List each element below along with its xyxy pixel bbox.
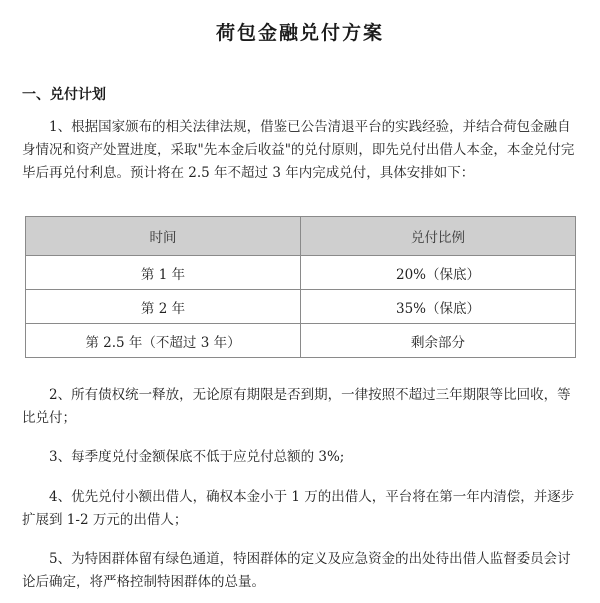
paragraph-2: 2、所有债权统一释放，无论原有期限是否到期，一律按照不超过三年期限等比回收，等比兑付； [22, 387, 571, 426]
table-cell-ratio: 剩余部分 [301, 324, 576, 358]
table-cell-ratio: 35%（保底） [301, 290, 576, 324]
section-heading: 一、兑付计划 [22, 87, 106, 103]
table-cell-time: 第 1 年 [26, 256, 301, 290]
paragraph-5: 5、为特困群体留有绿色通道，特困群体的定义及应急资金的出处待出借人监督委员会讨论后确定，将严格控制特困群体的总量。 [22, 551, 571, 590]
paragraph-4: 4、优先兑付小额出借人，确权本金小于 1 万的出借人，平台将在第一年内清偿，并逐步扩展到 1-2 万元的出借人； [22, 489, 575, 528]
payment-schedule-table [25, 216, 576, 358]
table-cell-ratio: 20%（保底） [301, 256, 576, 290]
table-row [26, 256, 576, 290]
table-header-ratio: 兑付比例 [301, 217, 576, 256]
table-header-time: 时间 [26, 217, 301, 256]
table-header-row [26, 217, 576, 256]
document-title: 荷包金融兑付方案 [215, 22, 384, 44]
table-row [26, 290, 576, 324]
table-row [26, 324, 576, 358]
table-cell-time: 第 2.5 年（不超过 3 年） [26, 324, 301, 358]
paragraph-3: 3、每季度兑付金额保底不低于应兑付总额的 3%; [49, 449, 345, 465]
paragraph-1: 1、根据国家颁布的相关法律法规，借鉴已公告清退平台的实践经验，并结合荷包金融自身情况和资产处置进度，采取"先本金后收益"的兑付原则，即先兑付出借人本金，本金兑付完毕后再兑付利息。预计将在 2.5 年不超过 3 年内完成兑付，具体安排如下： [22, 119, 575, 181]
table-cell-time: 第 2 年 [26, 290, 301, 324]
